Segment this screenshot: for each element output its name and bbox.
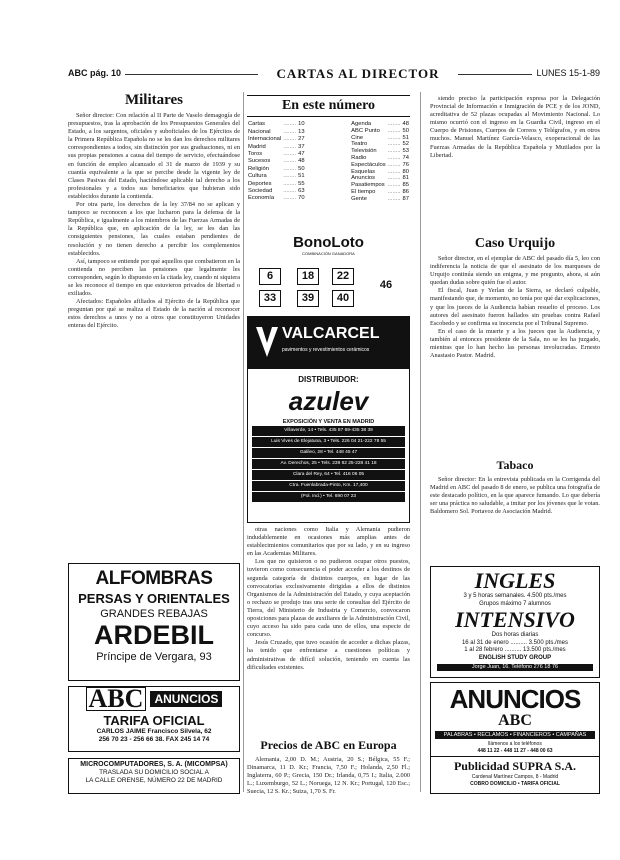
index-entry xyxy=(247,180,306,187)
index-left xyxy=(247,121,306,203)
index-entry xyxy=(247,143,306,150)
index-title: En este número xyxy=(247,95,410,117)
index-leader: ........ xyxy=(283,150,297,157)
index-entry xyxy=(247,173,306,180)
ad-line: 3 y 5 horas semanales. 4.500 pts./mes xyxy=(463,593,567,599)
index-leader: ........ xyxy=(283,128,297,135)
ad-addresses xyxy=(248,426,409,502)
index-page: 13 xyxy=(298,128,305,135)
ad-headline-2: INTENSIVO xyxy=(455,607,575,632)
index-entry xyxy=(247,136,306,143)
index-entry xyxy=(247,195,306,203)
bonoloto-number: 39 xyxy=(297,290,319,307)
index-entry xyxy=(350,169,410,176)
paragraph: siendo preciso la participación expresa por la Delegación Provincial de Información e Inmigración de PCE y de los JOND, acreditativa de 52 plazas ocupadas al Movimiento Nacional. Lo mismo ocurrió con el ingreso en la Guardia Civil, ingreso en el Cuerpo de Prisiones, Cuerpos de Correos y Telégrafos, y en otros muchos. Manuel Martínez García-Velasco, exoperacional de las Fuerzas Armadas de la República Española y Mutilados por la Libertad. xyxy=(430,95,600,159)
ad-line: 16 al 31 de enero .......... 3.500 pts./mes xyxy=(461,639,569,646)
index-page: 48 xyxy=(402,121,409,127)
index-page: 52 xyxy=(402,141,409,148)
index-leader: ........ xyxy=(283,136,297,143)
ad-line: Grupos máximo 7 alumnos xyxy=(479,600,551,607)
precios-box xyxy=(247,738,410,808)
ad-line: Dos horas diarias xyxy=(491,632,539,638)
index-leader: ........ xyxy=(283,143,297,150)
index-leader: ........ xyxy=(283,165,297,172)
ad-contact: CARLOS JAIME Francisco Silvela, 62 xyxy=(96,728,212,735)
index-leader: ........ xyxy=(387,195,401,202)
index-leader: ........ xyxy=(283,180,297,187)
index-section: Radio xyxy=(351,154,367,161)
bonoloto-number: 6 xyxy=(259,268,281,285)
bonoloto-number: 18 xyxy=(297,268,319,285)
index-section: Teatro xyxy=(351,141,368,148)
paragraph: Señor director: Con relación al II Parte de Vaselo demagogía de presupuestos, tras la aprobación de los Presupuestos Generales del Estado, a los sargentos, oficiales y suboficiales de los Ejércitos de la Primera República Española no se les dan los derechos militares correspondientes a todos, sin distinción por sus graduaciones, ni en sus propias pensiones a causa del tiempo de servicio, efectuándose en función de empleo alcanzado el 31 de marzo de 1939 y su cuantía equivalente a la que se percibe desde la vigente ley de Clases Pasivas del Estado, haciéndose aplicable tal derecho a los profesionales y a todos sus beneficiarios que hubieran sido establecidos durante la contienda. xyxy=(68,112,240,200)
ad-line: 1 al 28 febrero .......... 13.500 pts./mes xyxy=(464,647,566,653)
index-page: 81 xyxy=(402,175,409,182)
article-title: Caso Urquijo xyxy=(474,236,556,251)
article-title: Militares xyxy=(124,92,184,108)
index-section: Sucesos xyxy=(248,158,271,165)
paragraph: Por otra parte, los derechos de la ley 37/84 no se aplican y tampoco se reconocen a los que lucharon para la defensa de la República, e igualmente a los miembros de las Fuerzas Armadas de la República que, en aplicación de la ley, se les dan las consiguientes pensiones, las cuales estaban pendientes de resolución y no tienen derecho a percibir los complementos establecidos. xyxy=(68,201,240,257)
index-section: El tiempo xyxy=(351,188,376,195)
ad-publisher: Publicidad SUPRA S.A. xyxy=(431,756,599,774)
ad-address-row: Av. Derechos, 25 • Tels. 239 82 25-228 41 18 xyxy=(252,459,405,469)
paragraph: En el caso de la muerte y a los jueces que la Audiencia, y también al entonces presidente de la Sala, no se les ha juzgado, mientras que lo han hecho las personas involucradas. Ernesto Anastasio Pastor. Madrid. xyxy=(430,327,600,360)
paragraph: Así, tampoco se entiende por qué aquellos que combatieron en la contienda no perciben las pensiones que legalmente les corresponden, según lo dispuesto en la citada ley, cuando ni siquiera se les reconoce el tiempo en que estuvieron privados de libertad o exiliados. xyxy=(68,257,240,298)
index-section: Cine xyxy=(351,134,364,141)
index-leader: ........ xyxy=(387,182,401,189)
index-leader: ........ xyxy=(387,141,401,148)
index-section: ABC Punto xyxy=(351,127,380,134)
index-page: 51 xyxy=(402,134,409,141)
index-entry xyxy=(247,128,306,135)
article-continuation xyxy=(247,526,410,734)
index-section: Espectáculos xyxy=(351,161,386,168)
index-page: 27 xyxy=(298,136,305,143)
ad-headline: INGLES xyxy=(474,568,556,593)
ad-address-row: Galileo, 28 • Tel. 448 45 47 xyxy=(252,448,405,458)
precios-title: Precios de ABC en Europa xyxy=(260,738,397,752)
index-section: Toros xyxy=(248,150,263,157)
index-page: 50 xyxy=(298,165,305,172)
index-leader: ........ xyxy=(283,173,297,180)
paragraph: otras naciones como Italia y Alemania pudieron indudablemente en ocasiones más amplias antes de establecimientos comunitarios que por su lado, y en su ingreso en las Academias Militares. xyxy=(247,526,410,558)
index-section: Esquelas xyxy=(351,168,376,175)
bonoloto-box xyxy=(247,234,410,314)
index-section: Sociedad xyxy=(248,187,273,194)
ad-tarifa: TARIFA OFICIAL xyxy=(103,713,205,728)
article-title: Tabaco xyxy=(496,458,534,472)
ad-brand: ARDEBIL xyxy=(94,620,214,650)
index-entry xyxy=(350,155,410,162)
index-page: 10 xyxy=(298,121,305,128)
ad-distributor-label: DISTRIBUIDOR: xyxy=(298,375,359,384)
ad-address-row: Clara del Rey, 64 • Tel. 416 06 05 xyxy=(252,470,405,480)
index-leader: ........ xyxy=(387,168,401,175)
paragraph: El fiscal, Juan y Yerlan de la Sierra, se declaró culpable, manifestando que, de momento, no tenía por qué dar explicaciones, y que los jueces de la Audiencia habían resuelto el proceso. Los autores del asesinato fueron hallados sin pruebas contra Rafael Escobedo y se confirma su inocencia por el Tribunal Supremo. xyxy=(430,287,600,327)
index-page: 63 xyxy=(298,187,305,194)
precios-body xyxy=(247,756,410,808)
index-page: 86 xyxy=(402,188,409,195)
index-page: 55 xyxy=(298,180,305,187)
index-page: 87 xyxy=(402,195,409,202)
paragraph: Los que no quisieron o no pudieron ocupar otros puestos, tuvieron como consecuencia el poder acceder a los destinos de segunda categoría de distintos cuerpos, en lugar de las convocatorias exclusivamente dirigidas a ellos de distintos Organismos de la Administración del Estado, y cuya aceptación o rechazo se produjo tras una serie de consultas del Ejército de Tierra, del Ministerio de Industria y Comercio, convocaron oposiciones para plazas de auxiliares de la Administración Civil, cuyo acceso ha sido para cada uno de ellos, una especie de concurso. xyxy=(247,558,410,639)
index-leader: ........ xyxy=(283,187,297,194)
ad-line: Cardenal Martínez Campos, 8 - Madrid xyxy=(471,774,559,780)
index-page: 50 xyxy=(402,127,409,134)
ad-phones: 256 70 23 - 256 66 38. FAX 245 14 74 xyxy=(98,736,210,743)
index-right xyxy=(350,121,410,203)
index-entry xyxy=(350,175,410,182)
ad-anuncios-abc xyxy=(430,682,600,794)
article-militares xyxy=(68,92,240,572)
abc-logo: ABC xyxy=(86,687,147,711)
ad-address-row: Villaverde, 14 • Tels. 435 87 69-435 38 39 xyxy=(252,426,405,436)
index-entry xyxy=(350,135,410,142)
index-page: 51 xyxy=(298,173,305,180)
column-rule xyxy=(420,92,421,792)
paragraph: Afectados: Españoles afiliados al Ejército de la República que preguntan por qué se realiza el Estado de la nación al reconocer estos derechos a unos y no a otros que constituyeron Unidades enteras del Ejército. xyxy=(68,298,240,330)
paragraph: Señor director, en el ejemplar de ABC del pasado día 5, leo con indiferencia la noticia de que el asesinato de los marqueses de Urquijo continúa siendo un enigma, y me pregunto, ahora, si aún quedan dudas sobre quién fue el autor. xyxy=(430,255,600,287)
bonoloto-number: 22 xyxy=(332,268,354,285)
ad-headline: ALFOMBRAS xyxy=(95,568,213,589)
index-page: 76 xyxy=(402,161,409,168)
ad-anuncios-label: ANUNCIOS xyxy=(150,691,222,707)
index-section: Nacional xyxy=(248,128,271,135)
index-leader: ........ xyxy=(387,121,401,127)
index-page: 48 xyxy=(298,158,305,165)
index-section: Economía xyxy=(248,195,275,202)
column-rule xyxy=(243,92,244,792)
index-page: 47 xyxy=(298,150,305,157)
index-section: Gente xyxy=(351,195,367,202)
index-leader: ........ xyxy=(387,161,401,168)
index-section: Televisión xyxy=(351,148,377,155)
index-section: Deportes xyxy=(248,180,272,187)
index-section: Agenda xyxy=(351,121,372,127)
ad-line: COBRO DOMICILIO • TARIFA OFICIAL xyxy=(470,780,560,787)
index-entry xyxy=(247,151,306,158)
index-page: 80 xyxy=(402,168,409,175)
ad-valcarcel xyxy=(247,316,410,523)
index-entry xyxy=(247,188,306,195)
ad-company: MICROCOMPUTADORES, S. A. (MICOMPSA) xyxy=(80,761,228,768)
bonoloto-number: 40 xyxy=(332,290,354,307)
ad-headline: ANUNCIOS xyxy=(449,684,581,714)
article-body xyxy=(430,255,600,463)
index-leader: ........ xyxy=(283,158,297,165)
index-leader: ........ xyxy=(387,154,401,161)
ad-school: ENGLISH STUDY GROUP xyxy=(478,654,552,661)
ad-phones: 448 11 22 - 448 11 27 - 448 00 63 xyxy=(477,747,553,754)
issue-date: LUNES 15-1-89 xyxy=(532,68,600,78)
article-body xyxy=(68,112,240,572)
index-entry xyxy=(350,121,410,128)
ad-alfombras xyxy=(68,563,240,681)
index-entry xyxy=(350,162,410,169)
ad-address: Jorge Juan, 16. Teléfono 276 18 76 xyxy=(437,664,593,671)
index-section: Anuncios xyxy=(351,175,376,182)
ad-tagline: pavimentos y revestimientos cerámicos xyxy=(282,347,370,353)
article-tabaco xyxy=(430,458,600,556)
index-entry xyxy=(350,196,410,203)
page-header xyxy=(68,66,600,84)
ad-ingles xyxy=(430,566,600,678)
ad-microcomputadores xyxy=(68,758,240,794)
index-leader: ........ xyxy=(387,175,401,182)
paragraph: Señor director: En la entrevista publicada en la Corrigenda del Madrid en ABC del pasado 8 de enero, se publica una fotografía de este destacado político, en la que aparece fumando. Lo que debería ser una práctica no saludable, a imitar por los jóvenes que le votan. Baldomero Sol. Portavoz de Asociación Madrid. xyxy=(430,476,600,516)
index-leader: ........ xyxy=(283,121,297,128)
ad-line: llámenos a los teléfonos xyxy=(488,741,542,747)
index-entry xyxy=(350,182,410,189)
index-leader: ........ xyxy=(387,134,401,141)
ad-abc-tarifa xyxy=(68,686,240,752)
index-entry xyxy=(350,148,410,155)
index-leader: ........ xyxy=(283,195,297,202)
ad-address-row: Ctra. Fuenlabrada-Pinto, Km. 17,400 xyxy=(252,481,405,491)
index-section: Cultura xyxy=(248,173,267,180)
index-leader: ........ xyxy=(387,127,401,134)
bonoloto-sub: COMBINACIÓN GANADORA xyxy=(302,251,355,256)
paragraph: Jesús Cruzado, que tuvo ocasión de acceder a dichas plazas, ha tenido que enfrentarse a cuestiones políticas y administrativas de difícil solución, teniendo en cuenta las dificultades existentes. xyxy=(247,639,410,671)
paragraph: Alemania, 2,00 D. M.; Austria, 20 S.; Bélgica, 55 F.; Dinamarca, 11 D. Kr.; Francia, 7,50 F.; Holanda, 2,50 Fl.; Inglaterra, 60 P.; Grecia, 150 Dr.; Irlanda, 0,75 I.; Italia, 2.000 L.; Luxemburgo, 52 L.; Noruega, 12 N. Kr.; Portugal, 120 Esc.; Suecia, 12 S. Kr.; Suiza, 1,70 S. Fr. xyxy=(247,756,410,796)
index-section: Madrid xyxy=(248,143,266,150)
ad-address-row: (Pol. Ind.) • Tel. 690 07 23 xyxy=(252,492,405,502)
ad-subheadline: PERSAS Y ORIENTALES xyxy=(78,591,230,606)
index-section: Internacional xyxy=(248,136,282,143)
index-page: 74 xyxy=(402,154,409,161)
index-page: 85 xyxy=(402,182,409,189)
bonoloto-logo: BonoLoto xyxy=(293,234,364,251)
index-section: Cartas xyxy=(248,121,266,128)
article-continuation-right xyxy=(430,95,600,213)
abc-logo: ABC xyxy=(498,712,532,729)
article-body xyxy=(430,476,600,556)
ad-line: LA CALLE ORENSE, NÚMERO 22 DE MADRID xyxy=(85,777,223,784)
ad-azulev-logo: azulev xyxy=(288,386,369,416)
ad-categories: PALABRAS • RECLAMOS • FINANCIEROS • CAMPAÑAS xyxy=(435,731,595,739)
index-section: Pasatiempos xyxy=(351,182,385,189)
ad-promo: GRANDES REBAJAS xyxy=(100,608,208,620)
bonoloto-number: 33 xyxy=(259,290,281,307)
index-leader: ........ xyxy=(387,148,401,155)
index-page: 53 xyxy=(402,148,409,155)
article-urquijo xyxy=(430,236,600,463)
valcarcel-logo-icon xyxy=(256,327,278,357)
index-entry xyxy=(247,165,306,172)
index-leader: ........ xyxy=(387,188,401,195)
ad-address: Príncipe de Vergara, 93 xyxy=(96,651,212,663)
index-entry xyxy=(247,121,306,128)
index-section: Religión xyxy=(248,165,269,172)
index-page: 70 xyxy=(298,195,305,202)
index-entry xyxy=(350,128,410,135)
index-entry xyxy=(350,141,410,148)
section-title: CARTAS AL DIRECTOR xyxy=(258,66,458,82)
index-page: 37 xyxy=(298,143,305,150)
bonoloto-complementario: 46 xyxy=(379,279,393,291)
index-entry xyxy=(247,158,306,165)
page-label: ABC pág. 10 xyxy=(68,68,125,78)
ad-brand: VALCARCEL xyxy=(282,325,380,342)
index-entry xyxy=(350,189,410,196)
ad-line: TRASLADA SU DOMICILIO SOCIAL A xyxy=(99,769,209,776)
ad-address-row: Luis Vives de Elejatuna, 3 • Tels. 226 04 21-222 78 55 xyxy=(252,437,405,447)
index-box xyxy=(247,95,410,232)
ad-expo: EXPOSICIÓN Y VENTA EN MADRID xyxy=(282,419,375,425)
